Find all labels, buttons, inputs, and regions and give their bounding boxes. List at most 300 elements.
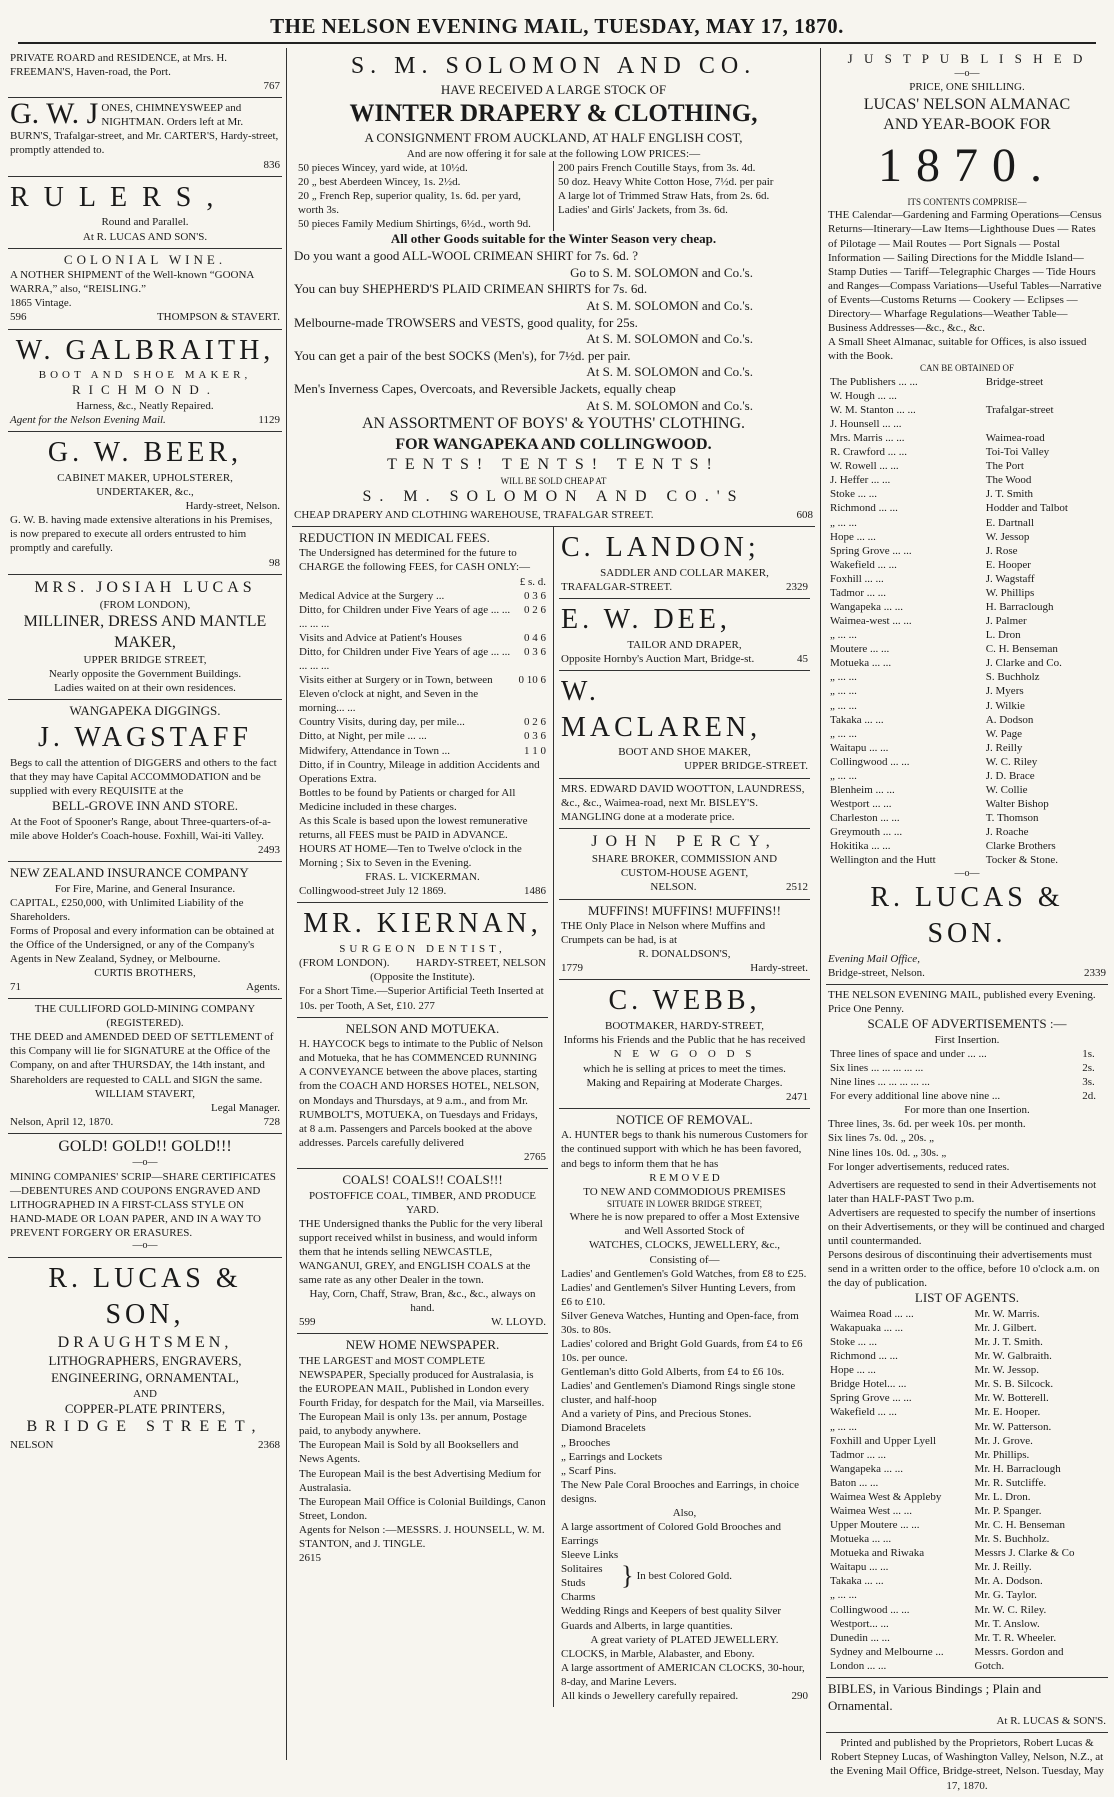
ad-rulers-title: R U L E R S , xyxy=(10,181,218,213)
agent-row-cell: Mr. W. Jessop. xyxy=(974,1364,1040,1377)
offer-line: You can buy SHEPHERD'S PLAID CRIMEAN SHIRTS for 7s. 6d. xyxy=(294,281,648,297)
ad-number: 767 xyxy=(263,80,280,93)
agent-row-cell: Mr. J. Gilbert. xyxy=(974,1322,1037,1334)
ad-insurance-sub: For Fire, Marine, and General Insurance. xyxy=(54,882,236,895)
ad-number: 1129 xyxy=(258,414,280,427)
ad-wagstaff xyxy=(8,700,282,862)
seller-row-cell: J. Reilly xyxy=(985,741,1023,754)
ad-scale-longer: For longer advertisements, reduced rates. xyxy=(828,1160,1010,1173)
seller-row xyxy=(828,389,1106,403)
seller-row-cell: J. Heffer ... ... xyxy=(830,474,891,487)
ad-beer-name: G. W. BEER, xyxy=(47,437,243,469)
ad-almanac-contents: ITS CONTENTS COMPRISE— xyxy=(907,196,1027,207)
ad-scale-more: For more than one Insertion. xyxy=(904,1104,1030,1117)
seller-row-cell: J. Palmer xyxy=(985,615,1027,628)
agent-row-cell: Mr. P. Spanger. xyxy=(974,1505,1042,1518)
ad-wagstaff-name: J. WAGSTAFF xyxy=(38,721,252,753)
fee-row xyxy=(299,603,546,631)
ad-newspaper-text: The European Mail is Sold by all Booksellers and News Agents. xyxy=(299,1439,519,1466)
seller-row xyxy=(828,811,1106,825)
ad-number: 290 xyxy=(791,1689,808,1702)
ad-newspaper-title: NEW HOME NEWSPAPER. xyxy=(345,1337,500,1353)
ad-newspaper-text: THE LARGEST and MOST COMPLETE NEWSPAPER, Specially produced for Australasia, is the EUROPEAN MAIL, Published in London every Fourth Friday, for despatch for the Mail, via Marseilles. xyxy=(299,1354,545,1410)
ad-removal-assort: A large assortment of Colored Gold Brooches and Earrings xyxy=(561,1520,782,1548)
column-rule-1 xyxy=(286,48,287,1760)
divider: —o— xyxy=(132,1240,158,1252)
ad-wine-text: A NOTHER SHIPMENT of the Well-known “GOONA WARRA,” also, “REISLING.” xyxy=(10,269,254,296)
ad-number: 2765 xyxy=(524,1150,546,1163)
ad-landon-addr: TRAFALGAR-STREET. xyxy=(561,580,673,593)
price-item: 20 „ best Aberdeen Wincey, 1s. 2½d. xyxy=(298,176,461,189)
agent-row-cell: Messrs J. Clarke & Co xyxy=(974,1547,1075,1560)
removal-item: Ladies' and Gentlemen's Silver Hunting Levers, from £6 to £10. xyxy=(561,1281,796,1308)
removal-item: Gentleman's ditto Gold Alberts, from £4 to £6 10s. xyxy=(561,1366,785,1379)
ad-culliford-role: Legal Manager. xyxy=(210,1101,280,1114)
seller-row-cell: Waimea-west ... ... xyxy=(830,615,912,628)
agent-row-cell: Mr. C. H. Benseman xyxy=(974,1519,1065,1532)
ad-insurance-text: Forms of Proposal and every information can be obtained at the Office of the Undersigned, or any of the Company's Agents in New Zealand, Sydney, or Melbourne. xyxy=(10,924,275,965)
column-3 xyxy=(826,48,1108,1792)
brace-glyph: } xyxy=(621,1561,634,1591)
agent-row xyxy=(828,1377,1106,1391)
ad-newspaper-text: The European Mail is the best Advertising Medium for Australasia. xyxy=(299,1467,541,1494)
ad-draughtsmen-line: AND xyxy=(133,1387,157,1400)
ad-removal-cons: Consisting of— xyxy=(649,1253,720,1266)
ad-solomon-offering: And are now offering it for sale at the following LOW PRICES:— xyxy=(406,147,701,160)
seller-row xyxy=(828,797,1106,811)
ad-number: 2615 xyxy=(299,1552,321,1565)
ad-lucas-line: (FROM LONDON), xyxy=(99,599,191,612)
ad-lucas-milliner xyxy=(8,575,282,701)
ad-wine-title: COLONIAL WINE. xyxy=(63,251,227,267)
ad-lucas-line: UPPER BRIDGE STREET, xyxy=(83,654,207,667)
seller-row xyxy=(828,516,1106,530)
seller-row-cell: Stoke ... ... xyxy=(830,488,878,501)
ad-removal xyxy=(559,1109,810,1707)
scale-row-cell: 1s. xyxy=(1082,1047,1095,1060)
ad-coals-sub: POSTOFFICE COAL, TIMBER, AND PRODUCE YARD. xyxy=(309,1189,536,1216)
ad-solomon-assort: AN ASSORTMENT OF BOYS' & YOUTHS' CLOTHING. xyxy=(361,415,746,433)
ad-coals xyxy=(297,1169,548,1334)
seller-row-cell xyxy=(984,389,1106,403)
ad-solomon-cheap: WILL BE SOLD CHEAP AT xyxy=(500,475,607,486)
ad-rulers-line: At R. LUCAS AND SON'S. xyxy=(82,230,208,243)
ad-solomon-have: HAVE RECEIVED A LARGE STOCK OF xyxy=(440,81,667,97)
agent-row-cell: Richmond ... ... xyxy=(830,1350,898,1363)
ad-motueka-text: H. HAYCOCK begs to intimate to the Public of Nelson and Motueka, that he has COMMENCED RUNNING A CONVEYANCE between the above places, starting from the COACH AND HORSES HOTEL, NELSON, on Mondays and Thursdays, at 9 a.m., and from Mr. RUMBOLT'S, MOTUEKA, on Tuesdays and Fridays, at 8 a.m. Passengers and Parcels booked at the above addresses. Parcels carefully delivered xyxy=(299,1038,544,1149)
ad-removal-text: A. HUNTER begs to thank his numerous Customers for the continued support with which he has been favored, and begs to inform them that he has xyxy=(561,1129,808,1170)
ad-solomon-prices xyxy=(294,161,813,231)
price-item: Ladies' and Girls' Jackets, from 3s. 6d. xyxy=(558,204,728,217)
scale-row: Nine lines 10s. 0d. „ 30s. „ xyxy=(828,1146,947,1159)
price-item: 50 doz. Heavy White Cotton Hose, 7½d. per pair xyxy=(558,176,774,189)
offer-answer: At S. M. SOLOMON and Co.'s. xyxy=(586,297,753,313)
ad-number: 728 xyxy=(263,1115,280,1128)
ad-kiernan-addr: HARDY-STREET, NELSON xyxy=(416,957,546,970)
ad-bibles-text: BIBLES, in Various Bindings ; Plain and Ornamental. xyxy=(828,1680,1042,1713)
seller-row-cell: Motueka ... ... xyxy=(830,657,892,670)
seller-row xyxy=(828,755,1106,769)
ad-removal-situate: SITUATE IN LOWER BRIDGE STREET, xyxy=(606,1198,763,1209)
agent-row-cell: Wakapuaka ... ... xyxy=(830,1322,904,1334)
seller-row-cell: Trafalgar-street xyxy=(985,403,1054,416)
seller-row-cell: Hope ... ... xyxy=(830,530,876,543)
agent-row-cell: Wangapeka ... ... xyxy=(830,1462,904,1475)
removal-item: „ Brooches xyxy=(561,1436,611,1449)
ad-almanac-addr: Bridge-street, Nelson. xyxy=(828,967,925,980)
ad-newspaper-text: The European Mail is only 13s. per annum, Postage paid, to anybody anywhere. xyxy=(299,1411,527,1438)
ad-insurance xyxy=(8,862,282,999)
ad-scale-first: First Insertion. xyxy=(934,1033,1000,1046)
ad-fees-bottles: Bottles to be found by Patients or charged for All Medicine included in these charges. xyxy=(299,786,516,813)
ad-almanac-office: Evening Mail Office, xyxy=(828,952,920,965)
seller-row xyxy=(828,558,1106,572)
agent-row-cell: Mr. J. T. Smith. xyxy=(974,1336,1043,1349)
scale-row-cell: Nine lines ... ... ... ... ... xyxy=(830,1076,930,1089)
agent-row xyxy=(828,1504,1106,1518)
ad-number: 2471 xyxy=(786,1090,808,1103)
seller-row xyxy=(828,670,1106,684)
ad-removal-removed: R E M O V E D xyxy=(649,1171,720,1184)
agent-row-cell: Mr. H. Barraclough xyxy=(974,1462,1061,1475)
scale-row-cell: Six lines ... ... ... ... ... xyxy=(830,1062,924,1075)
ad-culliford-text: THE DEED and AMENDED DEED OF SETTLEMENT of this Company will lie for SIGNATURE at the Office of the Company, on and after THURSDAY, the 14th instant, and Shareholders are requested to CALL and SIGN the same. xyxy=(10,1031,274,1086)
seller-row-cell: Tocker & Stone. xyxy=(985,854,1058,867)
scale-row-cell: Three lines of space and under ... ... xyxy=(830,1047,987,1060)
seller-row-cell: Waimea-road xyxy=(985,432,1045,445)
seller-row xyxy=(828,445,1106,459)
agent-row-cell: Mr. T. Anslow. xyxy=(974,1617,1040,1630)
ad-muffins-sig: R. DONALDSON'S, xyxy=(638,948,731,961)
fee-value: 0 3 6 xyxy=(524,645,546,658)
seller-row xyxy=(828,417,1106,431)
agent-row-cell: Westport... ... xyxy=(830,1617,889,1630)
ad-draughtsmen-line: ENGINEERING, ORNAMENTAL, xyxy=(51,1370,239,1386)
ad-removal-clocks: CLOCKS, in Marble, Alabaster, and Ebony. xyxy=(561,1647,755,1660)
scale-row-cell: For every additional line above nine ... xyxy=(830,1090,1001,1103)
seller-row xyxy=(828,713,1106,727)
ad-insurance-capital: CAPITAL, £250,000, with Unlimited Liability of the Shareholders. xyxy=(10,896,244,923)
ad-motueka xyxy=(297,1018,548,1169)
ad-fees-sig: FRAS. L. VICKERMAN. xyxy=(365,871,480,884)
ad-number: 596 xyxy=(10,311,27,324)
agent-row-cell: Waimea West & Appleby xyxy=(830,1490,942,1503)
agent-row-cell: London ... ... xyxy=(830,1659,887,1672)
seller-row xyxy=(828,853,1106,867)
ad-culliford-sig: WILLIAM STAVERT, xyxy=(94,1087,196,1100)
ad-scale-p: Advertisers are requested to send in their Advertisements not later than HALF-PAST Two p.m. xyxy=(828,1178,1097,1205)
seller-row-cell: J. D. Brace xyxy=(985,769,1035,782)
seller-row xyxy=(828,642,1106,656)
ad-rulers xyxy=(8,177,282,249)
ad-almanac xyxy=(826,48,1108,985)
ad-insurance-title: NEW ZEALAND INSURANCE COMPANY xyxy=(10,864,249,880)
ad-freeman-text: PRIVATE ROARD and RESIDENCE, at Mrs. H. FREEMAN'S, Haven-road, the Port. xyxy=(10,52,228,79)
seller-row-cell: Charleston ... ... xyxy=(830,812,900,825)
agent-row xyxy=(828,1631,1106,1645)
fee-label: Ditto, if in Country, Mileage in addition Accidents and Operations Extra. xyxy=(299,758,540,785)
price-item: 200 pairs French Coutille Stays, from 3s. 4d. xyxy=(558,162,756,175)
scale-row: Six lines 7s. 0d. „ 20s. „ xyxy=(828,1132,935,1145)
ad-draughtsmen-line: LITHOGRAPHERS, ENGRAVERS, xyxy=(48,1353,242,1369)
ad-draughtsmen xyxy=(8,1258,282,1456)
agent-row-cell: Mr. Phillips. xyxy=(974,1448,1030,1461)
agent-row-cell: Bridge Hotel... ... xyxy=(830,1378,907,1391)
agent-row xyxy=(828,1546,1106,1560)
ad-webb-line: Informs his Friends and the Public that he has received xyxy=(563,1034,806,1047)
ad-number: 2329 xyxy=(786,580,808,593)
fee-label: Country Visits, during day, per mile... xyxy=(299,716,465,729)
ad-beer-line: Hardy-street, Nelson. xyxy=(185,500,280,513)
seller-row-cell: Greymouth ... ... xyxy=(830,826,903,839)
ad-almanac-price: PRICE, ONE SHILLING. xyxy=(909,81,1025,94)
agent-row-cell: Baton ... ... xyxy=(830,1476,879,1489)
agent-row-cell: Waimea Road ... ... xyxy=(830,1307,914,1320)
ad-solomon-drapery: WINTER DRAPERY & CLOTHING, xyxy=(349,100,758,128)
sellers-table xyxy=(828,375,1106,868)
agent-row-cell: Spring Grove ... ... xyxy=(830,1392,912,1405)
seller-row-cell: W. Hough ... ... xyxy=(830,389,897,402)
agent-row-cell: Mr. W. Marris. xyxy=(974,1307,1040,1320)
scale-row-cell: 2s. xyxy=(1082,1062,1095,1075)
seller-row-cell: Moutere ... ... xyxy=(830,643,890,656)
seller-row-cell: Waitapu ... ... xyxy=(830,741,889,754)
ad-newspaper xyxy=(297,1334,548,1569)
ad-removal-to: TO NEW AND COMMODIOUS PREMISES xyxy=(583,1185,786,1198)
seller-row-cell: R. Crawford ... ... xyxy=(830,446,907,459)
agent-row xyxy=(828,1603,1106,1617)
agent-row-cell: Mr. T. R. Wheeler. xyxy=(974,1631,1057,1644)
fee-list xyxy=(299,589,546,786)
seller-row xyxy=(828,572,1106,586)
seller-row-cell: Foxhill ... ... xyxy=(830,572,884,585)
seller-row xyxy=(828,656,1106,670)
agent-row xyxy=(828,1645,1106,1659)
ad-lucas-name: MRS. JOSIAH LUCAS xyxy=(34,578,256,596)
fee-row xyxy=(299,589,546,603)
seller-row xyxy=(828,459,1106,473)
seller-row-cell: Spring Grove ... ... xyxy=(830,544,912,557)
agent-row-cell: Foxhill and Upper Lyell xyxy=(830,1434,937,1447)
seller-row-cell: J. Wagstaff xyxy=(985,572,1035,585)
seller-row-cell: H. Barraclough xyxy=(985,601,1054,614)
fee-label: Ditto, for Children under Five Years of age ... ... ... ... ... xyxy=(299,645,511,673)
agent-row-cell: Tadmor ... ... xyxy=(830,1448,887,1461)
offer-line: You can get a pair of the best SOCKS (Men's), for 7½d. per pair. xyxy=(294,347,631,363)
studs-item: Solitaires xyxy=(561,1563,603,1576)
seller-row-cell: L. Dron xyxy=(985,629,1021,642)
imprint-text: Printed and published by the Proprietors, Robert Lucas & Robert Stepney Lucas, of Washington Valley, Nelson, N.Z., at the Evening Mail Office, Bridge-street, Nelson. Tuesday, May 17, 1870. xyxy=(830,1737,1104,1792)
ad-percy-name: JOHN PERCY, xyxy=(591,832,778,850)
seller-row-cell: T. Thomson xyxy=(985,812,1039,825)
ad-scale-title: SCALE OF ADVERTISEMENTS :— xyxy=(867,1016,1067,1032)
seller-row-cell: „ ... ... xyxy=(830,699,857,712)
seller-row-cell: Collingwood ... ... xyxy=(830,755,910,768)
ad-wootton xyxy=(559,779,810,829)
ad-solomon xyxy=(292,48,815,527)
ad-draughtsmen-line: DRAUGHTSMEN, xyxy=(57,1333,233,1351)
ad-dee-addr: Opposite Hornby's Auction Mart, Bridge-st. xyxy=(561,652,755,665)
seller-row xyxy=(828,825,1106,839)
ad-dee-role: TAILOR AND DRAPER, xyxy=(627,638,742,651)
ad-almanac-text: THE Calendar—Gardening and Farming Operations—Census Returns—Itinerary—Law Items—Lighthouse Dues — Rates of Pilotage — Mail Routes — Port Signals — Postal Information — Sailing Directions for the Middle Island—Stamp Duties — Tariff—Telegraphic Charges — Tide Hours and Ranges—Compass Variations—Useful Tables—Narrative of Events—Customs Returns — Cookery — Eclipses — Directory— Wharfage Regulations—Weather Table—Business Addresses—&c., &c., &c. xyxy=(828,209,1102,335)
ad-almanac-name: AND YEAR-BOOK FOR xyxy=(883,115,1051,133)
seller-row xyxy=(828,839,1106,853)
price-item: 50 pieces Wincey, yard wide, at 10½d. xyxy=(298,162,468,175)
ad-removal-wedding: Wedding Rings and Keepers of best quality Silver Guards and Alberts, in large quantities. xyxy=(561,1605,781,1632)
agent-row xyxy=(828,1659,1106,1673)
ad-removal-american: A large assortment of AMERICAN CLOCKS, 30-hour, 8-day, and Marine Levers. xyxy=(561,1661,805,1688)
agent-row xyxy=(828,1448,1106,1462)
ad-wootton-text: MRS. EDWARD DAVID WOOTTON, LAUNDRESS, &c., &c., Waimea-road, next Mr. BISLEY'S. MANGLING done at a moderate price. xyxy=(561,782,805,823)
ad-solomon-tents: TENTS! TENTS! TENTS! xyxy=(387,456,720,474)
ad-scale-p: Persons desirous of discontinuing their advertisements must send in a written order to the office, before 10 o'clock a.m. on the day of publication. xyxy=(828,1249,1100,1290)
fee-value: 1 1 0 xyxy=(524,744,546,757)
ad-dee xyxy=(559,599,810,671)
top-rule xyxy=(18,42,1096,44)
seller-row-cell: Bridge-street xyxy=(985,375,1044,388)
ad-muffins xyxy=(559,900,810,981)
seller-row-cell: Blenheim ... ... xyxy=(830,784,895,797)
seller-row-cell: J. Rose xyxy=(985,544,1018,557)
ad-fees-addr: Collingwood-street July 12 1869. xyxy=(299,885,447,898)
agent-row-cell: Waimea West ... ... xyxy=(830,1505,913,1518)
ad-webb-line: N E W G O O D S xyxy=(613,1048,756,1061)
ad-rulers-line: Round and Parallel. xyxy=(101,216,189,229)
seller-row xyxy=(828,699,1106,713)
seller-row-cell: Hodder and Talbot xyxy=(985,502,1068,515)
ad-almanac-obtain: CAN BE OBTAINED OF xyxy=(919,363,1015,374)
scale-row xyxy=(828,1047,1106,1061)
seller-row-cell: W. Page xyxy=(985,727,1023,740)
ad-kiernan-from: (FROM LONDON). xyxy=(299,957,390,970)
removal-item: And a variety of Pins, and Precious Stones. xyxy=(561,1408,752,1421)
ad-removal-colored: In best Colored Gold. xyxy=(636,1570,732,1583)
ad-maclaren xyxy=(559,671,810,779)
fee-label: Ditto, at Night, per mile ... ... xyxy=(299,730,427,743)
ad-newspaper-text: The European Mail Office is Colonial Buildings, Canon Street, London. xyxy=(299,1495,546,1522)
agent-row-cell: Stoke ... ... xyxy=(830,1336,878,1349)
divider: —o— xyxy=(954,867,980,879)
ad-insurance-sig: CURTIS BROTHERS, xyxy=(94,966,196,979)
seller-row-cell: „ ... ... xyxy=(830,769,857,782)
agent-row-cell: Waitapu ... ... xyxy=(830,1561,889,1574)
ad-jones xyxy=(8,98,282,176)
ad-coals-text: THE Undersigned thanks the Public for the very liberal support received whilst in business, and would inform them that he intends selling NEWCASTLE, WANGANUI, GREY, and ENGLISH COALS at the same rate as any other Dealer in the town. xyxy=(299,1217,543,1286)
fee-label: Visits and Advice at Patient's Houses xyxy=(299,631,462,644)
ad-wagstaff-inn: BELL-GROVE INN AND STORE. xyxy=(51,798,239,814)
removal-item: Silver Geneva Watches, Hunting and Open-face, from 30s. to 80s. xyxy=(561,1309,799,1336)
seller-row xyxy=(828,741,1106,755)
column-1 xyxy=(8,48,282,1760)
ad-lucas-line: Ladies waited on at their own residences. xyxy=(54,682,236,695)
scale-row xyxy=(828,1061,1106,1075)
seller-row-cell: W. Phillips xyxy=(985,586,1035,599)
offer-line: Melbourne-made TROWSERS and VESTS, good quality, for 25s. xyxy=(294,314,638,330)
column-2 xyxy=(292,48,815,1760)
agent-row xyxy=(828,1363,1106,1377)
fee-label: Visits either at Surgery or in Town, between Eleven o'clock at night, and Seven in the morning... ... xyxy=(299,674,493,715)
ad-webb-name: C. WEBB, xyxy=(608,985,761,1017)
ad-kiernan-role: SURGEON DENTIST, xyxy=(339,943,506,956)
seller-row-cell: Wangapeka ... ... xyxy=(830,601,904,614)
ad-bibles xyxy=(826,1678,1108,1733)
ad-jones-text: ONES, CHIMNEYSWEEP and NIGHTMAN. Orders left at Mr. BURN'S, Trafalgar-street, and Mr. CARTER'S, Hardy-street, promptly attended to. xyxy=(10,102,279,157)
ad-number: 608 xyxy=(796,508,813,521)
ad-number: 2368 xyxy=(258,1438,280,1451)
ad-kiernan-name: MR. KIERNAN, xyxy=(303,908,542,940)
column-2-split xyxy=(292,527,815,1707)
ad-number: 45 xyxy=(797,652,808,665)
ad-wine xyxy=(8,249,282,330)
price-list-left xyxy=(294,161,553,231)
ad-maclaren-name: W. MACLAREN, xyxy=(561,675,762,743)
ad-motueka-title: NELSON AND MOTUEKA. xyxy=(345,1020,500,1036)
agent-row-cell: Mr. J. Grove. xyxy=(974,1434,1033,1447)
seller-row xyxy=(828,431,1106,445)
ad-landon-role: SADDLER AND COLLAR MAKER, xyxy=(600,566,769,579)
ad-coals-hay: Hay, Corn, Chaff, Straw, Bran, &c., &c., always on hand. xyxy=(309,1288,536,1315)
ad-almanac-name: LUCAS' NELSON ALMANAC xyxy=(863,95,1071,113)
seller-row-cell: S. Buchholz xyxy=(985,671,1040,684)
fee-value: 0 3 6 xyxy=(524,589,546,602)
ad-beer-line: UNDERTAKER, &c., xyxy=(96,486,194,499)
seller-row-cell: The Port xyxy=(985,460,1024,473)
ad-lucas-line: MAKER, xyxy=(114,633,176,651)
seller-row xyxy=(828,544,1106,558)
seller-row-cell: E. Hooper xyxy=(985,558,1031,571)
studs-item: Charms xyxy=(561,1591,596,1604)
ad-percy xyxy=(559,829,810,900)
price-item: 20 „ French Rep, superior quality, 1s. 6d. per yard, worth 3s. xyxy=(298,190,521,217)
agent-row xyxy=(828,1434,1106,1448)
ad-removal-title: NOTICE OF REMOVAL. xyxy=(616,1111,753,1127)
seller-row-cell: Hokitika ... ... xyxy=(830,840,891,853)
seller-row xyxy=(828,783,1106,797)
fee-value: 0 3 6 xyxy=(524,730,546,743)
agent-row-cell: Mr. G. Taylor. xyxy=(974,1589,1037,1602)
fee-row xyxy=(299,744,546,758)
ad-solomon-other: All other Goods suitable for the Winter Season very cheap. xyxy=(390,231,717,247)
seller-row-cell: E. Dartnall xyxy=(985,516,1035,529)
ad-muffins-title: MUFFINS! MUFFINS! MUFFINS!! xyxy=(588,902,781,918)
seller-row-cell: A. Dodson xyxy=(985,713,1034,726)
fee-label: Midwifery, Attendance in Town ... xyxy=(299,744,451,757)
agent-row-cell: Mr. S. Buchholz. xyxy=(974,1533,1050,1546)
seller-row-cell: J. Roache xyxy=(985,826,1029,839)
ad-kiernan-text: For a Short Time.—Superior Artificial Teeth Inserted at 10s. per Tooth, A Set, £10. xyxy=(299,985,544,1012)
seller-row-cell: W. Rowell ... ... xyxy=(830,460,899,473)
ad-solomon-lines xyxy=(294,248,813,414)
seller-row xyxy=(828,628,1106,642)
agent-row-cell: Motueka ... ... xyxy=(830,1533,892,1546)
ad-solomon-warehouse: CHEAP DRAPERY AND CLOTHING WAREHOUSE, TRAFALGAR STREET. xyxy=(294,508,654,521)
ad-scale xyxy=(826,985,1108,1678)
scale-row-cell: 3s. xyxy=(1082,1076,1095,1089)
seller-row xyxy=(828,586,1106,600)
ad-removal-where: Where he is now prepared to offer a Most Extensive and Well Assorted Stock of xyxy=(569,1211,800,1238)
ad-fees-title: REDUCTION IN MEDICAL FEES. xyxy=(299,529,490,545)
offer-answer: Go to S. M. SOLOMON and Co.'s. xyxy=(570,264,753,280)
ad-gold xyxy=(8,1134,282,1258)
seller-row xyxy=(828,530,1106,544)
seller-row-cell: Wakefield ... ... xyxy=(830,558,897,571)
offer-line: Men's Inverness Capes, Overcoats, and Reversible Jackets, equally cheap xyxy=(294,381,676,397)
ad-wine-sig: THOMPSON & STAVERT. xyxy=(156,311,280,324)
agent-row-cell: Upper Moutere ... ... xyxy=(830,1519,920,1532)
seller-row-cell: J. Wilkie xyxy=(985,699,1025,712)
ad-number: 71 xyxy=(10,981,21,994)
